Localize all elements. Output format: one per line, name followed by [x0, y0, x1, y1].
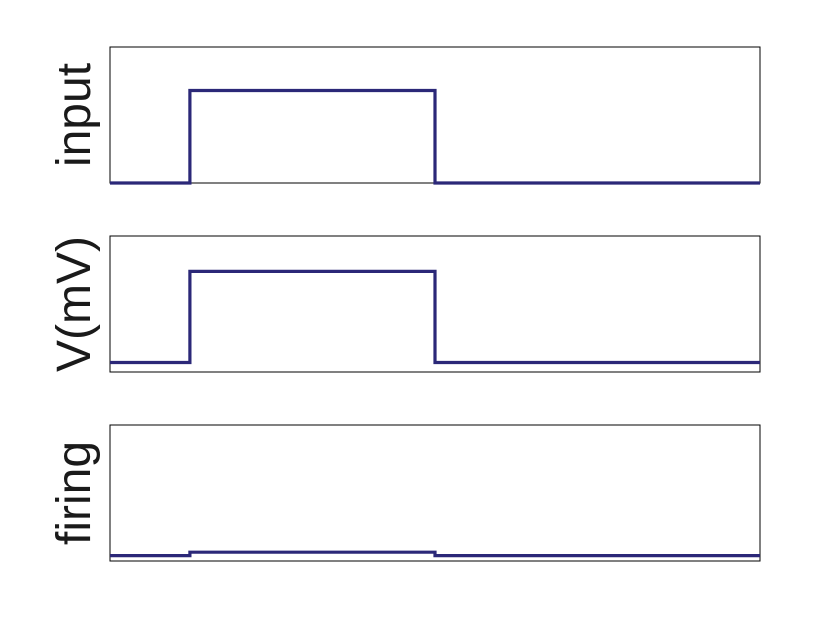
panel-firing-frame	[110, 425, 760, 561]
panel-firing-ylabel: firing	[48, 440, 101, 546]
firing-series-line	[110, 552, 760, 555]
voltage-series-line	[110, 271, 760, 362]
panel-voltage	[48, 236, 760, 372]
panel-input-ylabel: input	[48, 62, 101, 168]
panel-firing	[48, 425, 760, 561]
input-series-line	[110, 91, 760, 184]
panel-voltage-ylabel: V(mV)	[48, 236, 101, 372]
panel-input	[48, 47, 760, 183]
